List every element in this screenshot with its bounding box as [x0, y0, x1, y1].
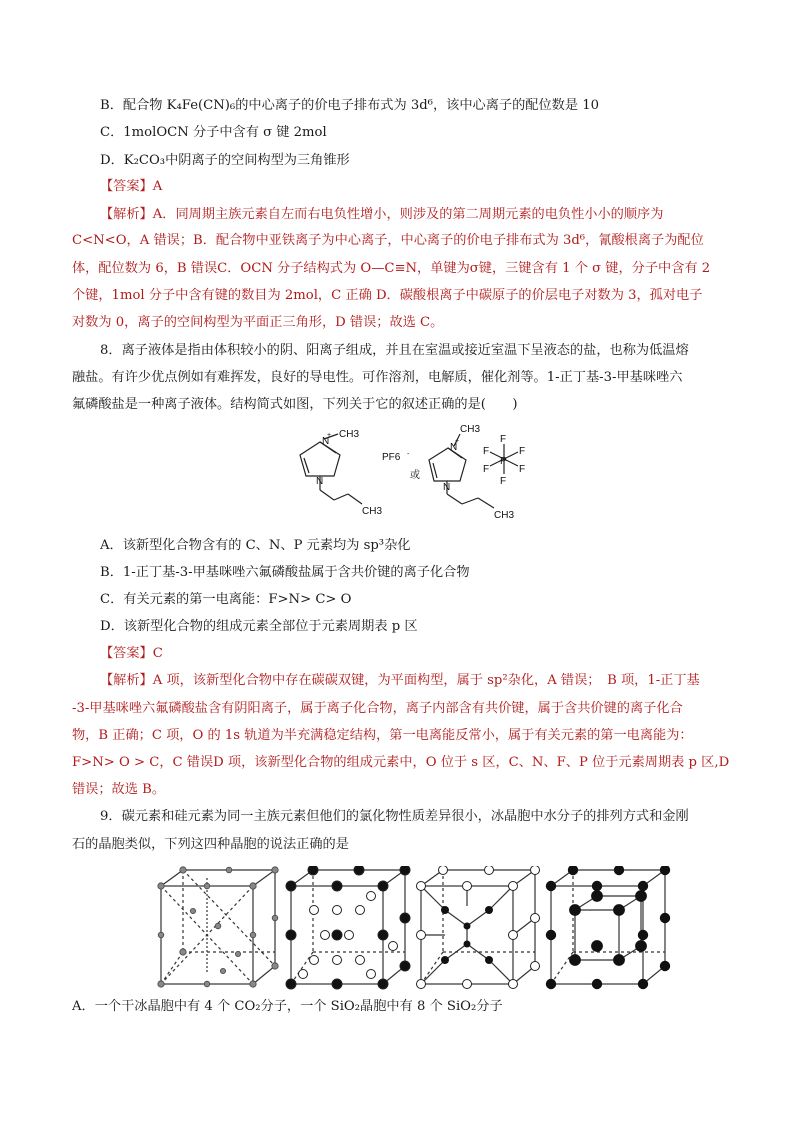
q7-option-b: B．配合物 K₄Fe(CN)₆的中心离子的价电子排布式为 3d⁶，该中心离子的配位数是 10 [100, 98, 599, 113]
q8-explanation-line-3: 物，B 正确；C 项，O 的 1s 轨道为半充满稳定结构，第一电离能反常小，属于有关元素的第一电离能为： [72, 728, 693, 743]
q7-explanation-line-2: C<N<O，A 错误；B．配合物中亚铁离子为中心离子，中心离子的价电子排布式为 3d⁶，氰酸根离子为配位 [72, 233, 704, 248]
imidazole-ring-left [300, 442, 340, 476]
q8-option-d: D．该新型化合物的组成元素全部位于元素周期表 p 区 [100, 619, 418, 634]
q8-stem-line-2: 融盐。有许少优点例如有难挥发，良好的导电性。可作溶剂，电解质，催化剂等。1-正丁基-3-甲基咪唑六 [72, 370, 683, 385]
q7-option-c: C．1molOCN 分子中含有 σ 键 2mol [100, 125, 327, 140]
anion-charge: - [407, 451, 410, 458]
methyl-label-left: CH3 [339, 429, 360, 440]
q8-option-c: C．有关元素的第一电离能：F>N> C> O [100, 592, 352, 607]
fluorine-atom-upper-left: F [483, 446, 490, 457]
fluorine-atom-lower-left: F [483, 464, 490, 475]
explanation-label: 【解析】 [100, 207, 153, 222]
q8-answer [100, 645, 760, 663]
q7-explanation-line-3: 体，配位数为 6，B 错误C．OCN 分子结构式为 O—C≡N，单键为σ键，三键含有 1 个 σ 键，分子中含有 2 [72, 261, 711, 276]
q8-explanation-line-2: -3-甲基咪唑六氟磷酸盐含有阴阳离子，属于离子化合物，离子内部含有共价键，属于含共价键的离子化合 [72, 701, 683, 716]
butyl-end-label-right: CH3 [494, 510, 515, 521]
explanation-text: A 项，该新型化合物中存在碳碳双键，为平面构型，属于 sp²杂化，A 错误； B 项，1-正丁基 [152, 673, 700, 688]
crystal-cell-3 [421, 870, 535, 984]
answer-label: 【答案】 [100, 179, 153, 194]
q7-option-d: D．K₂CO₃中阴离子的空间构型为三角锥形 [100, 153, 350, 168]
imidazole-ring-right [429, 448, 466, 481]
ionic-liquid-structure-figure [282, 420, 532, 528]
positive-charge-left: + [327, 432, 332, 439]
fluorine-atom-bottom: F [500, 476, 507, 487]
q9-stem-line-2: 石的晶胞类似，下列这四种晶胞的说法正确的是 [72, 837, 349, 852]
q7-explanation-line-4: 个键，1mol 分子中含有键的数目为 2mol，C 正确 D．碳酸根离子中碳原子的价层电子对数为 3，孤对电子 [72, 288, 703, 303]
q7-explanation-line-1 [100, 206, 760, 224]
n-plus-atom-left: N [322, 436, 330, 447]
n-plus-atom-right: N [450, 442, 458, 453]
q8-stem-line-1: 8．离子液体是指由体积较小的阴、阳离子组成，并且在室温或接近室温下呈液态的盐，也称为低温熔 [100, 343, 689, 358]
explanation-label: 【解析】 [100, 673, 153, 688]
fluorine-atom-upper-right: F [519, 446, 526, 457]
q8-explanation-line-5: 错误；故选 B。 [72, 782, 166, 797]
phosphorus-atom: P [500, 456, 507, 467]
n-atom-right: N [443, 482, 451, 493]
q7-explanation-line-5: 对数为 0，离子的空间构型为平面正三角形，D 错误；故选 C。 [72, 315, 444, 330]
explanation-text: A．同周期主族元素自左而右电负性增小，则涉及的第二周期元素的电负性小小的顺序为 [152, 207, 664, 222]
q7-answer [100, 178, 760, 196]
answer-label: 【答案】 [100, 646, 153, 661]
positive-charge-right: + [455, 438, 460, 445]
q8-stem-line-3: 氟磷酸盐是一种离子液体。结构简式如图，下列关于它的叙述正确的是( ) [72, 397, 518, 412]
fluorine-atom-top: F [500, 434, 507, 445]
q9-stem-line-1: 9．碳元素和硅元素为同一主族元素但他们的氯化物性质差异很小，冰晶胞中水分子的排列方式和金刚 [100, 809, 689, 824]
methyl-label-right: CH3 [460, 424, 481, 435]
crystal-cells-figure [153, 866, 675, 994]
or-label: 或 [410, 470, 420, 481]
answer-value: A [152, 179, 163, 194]
q9-option-a: A．一个干冰晶胞中有 4 个 CO₂分子，一个 SiO₂晶胞中有 8 个 SiO₂分子 [72, 999, 503, 1014]
fluorine-atom-lower-right: F [519, 464, 526, 475]
q8-option-a: A．该新型化合物含有的 C、N、P 元素均为 sp³杂化 [100, 538, 411, 553]
answer-value: C [152, 646, 163, 661]
butyl-end-label-left: CH3 [362, 506, 383, 517]
q8-explanation-line-1 [100, 672, 760, 690]
q8-explanation-line-4: F>N> O > C，C 错误D 项，该新型化合物的组成元素中，O 位于 s 区，C、N、F、P 位于元素周期表 p 区,D [72, 755, 730, 770]
pf6-anion-label: PF6 [382, 452, 401, 463]
q8-option-b: B．1-正丁基-3-甲基咪唑六氟磷酸盐属于含共价键的离子化合物 [100, 565, 470, 580]
n-atom-left: N [316, 476, 324, 487]
